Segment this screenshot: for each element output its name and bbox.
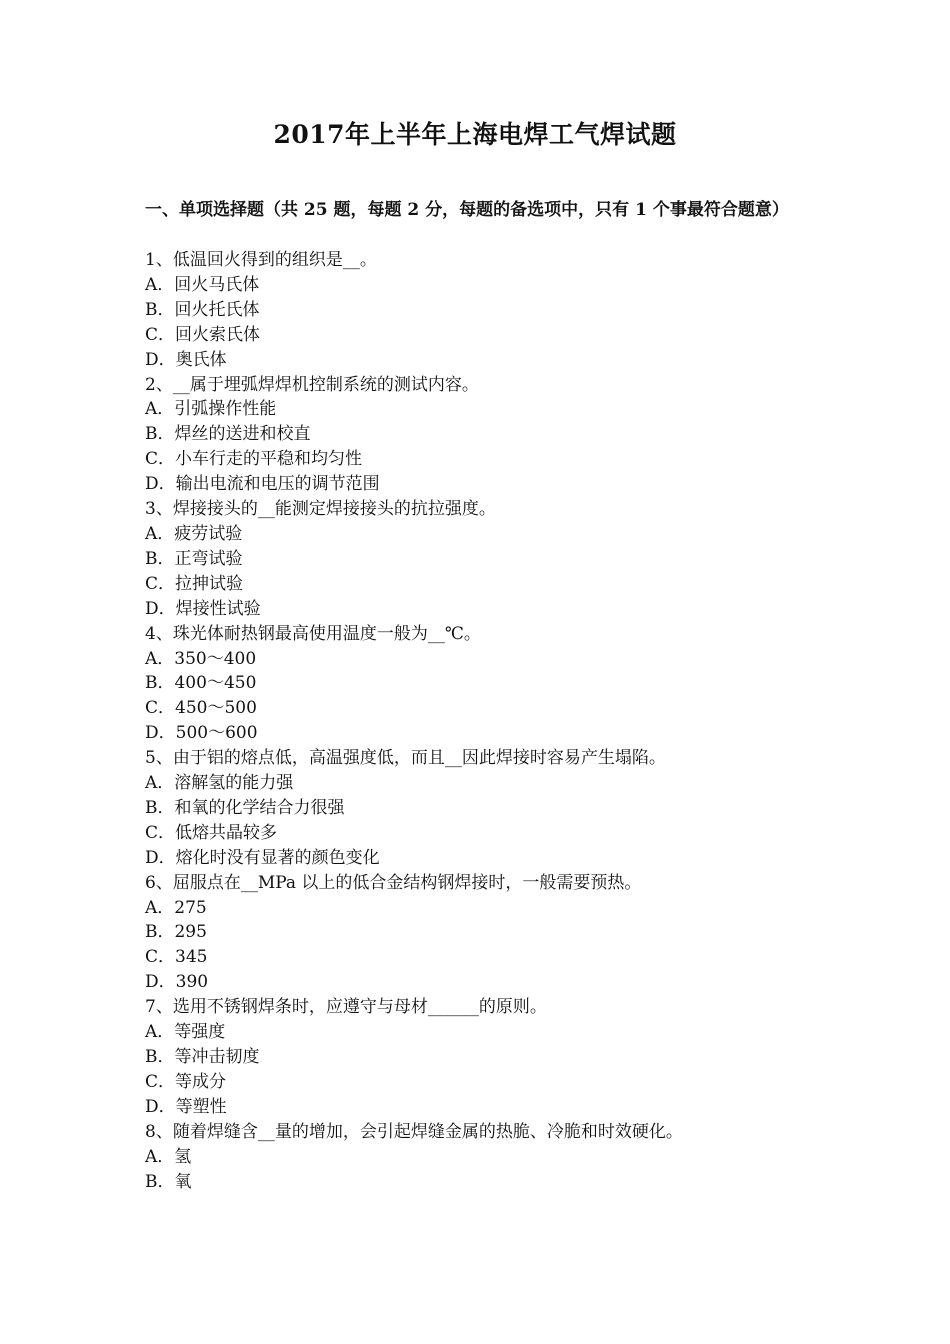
answer-option: B．正弯试验 (145, 548, 243, 569)
answer-option: A．回火马氏体 (145, 274, 260, 295)
answer-option: C．450～500 (145, 698, 257, 719)
answer-option: A．疲劳试验 (145, 523, 243, 544)
answer-option: A．溶解氢的能力强 (145, 773, 294, 794)
answer-option: D．熔化时没有显著的颜色变化 (145, 847, 380, 868)
question-list (145, 248, 813, 1194)
answer-option: C．拉抻试验 (145, 573, 244, 594)
question-stem: 2、__属于埋弧焊焊机控制系统的测试内容。 (145, 374, 479, 395)
answer-option: B．回火托氏体 (145, 299, 260, 320)
question-stem: 1、低温回火得到的组织是__。 (145, 250, 377, 270)
question-stem: 3、焊接接头的__能测定焊接接头的抗拉强度。 (145, 499, 496, 520)
answer-option: C．345 (145, 947, 208, 968)
question-stem: 7、选用不锈钢焊条时，应遵守与母材______的原则。 (145, 997, 547, 1018)
answer-option: D．等塑性 (145, 1096, 227, 1117)
answer-option: D．500～600 (145, 723, 258, 744)
answer-option: A．等强度 (145, 1022, 226, 1043)
answer-option: B．氧 (145, 1171, 192, 1192)
answer-option: A．氢 (145, 1146, 192, 1167)
page-title: 2017年上半年上海电焊工气焊试题 (273, 120, 677, 149)
answer-option: B．400～450 (145, 673, 257, 694)
section-heading: 一、单项选择题（共 25 题，每题 2 分，每题的备选项中，只有 1 个事最符合题意） (145, 200, 789, 220)
answer-option: A．275 (145, 897, 207, 918)
question-stem: 6、屈服点在__MPa 以上的低合金结构钢焊接时，一般需要预热。 (145, 872, 642, 893)
question-stem: 5、由于铝的熔点低，高温强度低，而且__因此焊接时容易产生塌陷。 (145, 748, 666, 769)
answer-option: B．焊丝的送进和校直 (145, 424, 311, 445)
answer-option: D．奥氏体 (145, 349, 227, 370)
answer-option: B．等冲击韧度 (145, 1047, 260, 1067)
answer-option: C．低熔共晶较多 (145, 822, 278, 843)
answer-option: C．回火索氏体 (145, 324, 261, 345)
answer-option: C．等成分 (145, 1071, 227, 1092)
answer-option: C．小车行走的平稳和均匀性 (145, 449, 363, 470)
answer-option: B．和氧的化学结合力很强 (145, 797, 345, 818)
answer-option: A．引弧操作性能 (145, 399, 277, 420)
answer-option: D．输出电流和电压的调节范围 (145, 474, 380, 495)
answer-option: D．焊接性试验 (145, 598, 261, 619)
question-stem: 8、随着焊缝含__量的增加，会引起焊缝金属的热脆、冷脆和时效硬化。 (145, 1121, 683, 1142)
answer-option: D．390 (145, 972, 209, 993)
answer-option: B．295 (145, 922, 207, 943)
answer-option: A．350～400 (145, 648, 257, 669)
question-stem: 4、珠光体耐热钢最高使用温度一般为__℃。 (145, 623, 481, 644)
